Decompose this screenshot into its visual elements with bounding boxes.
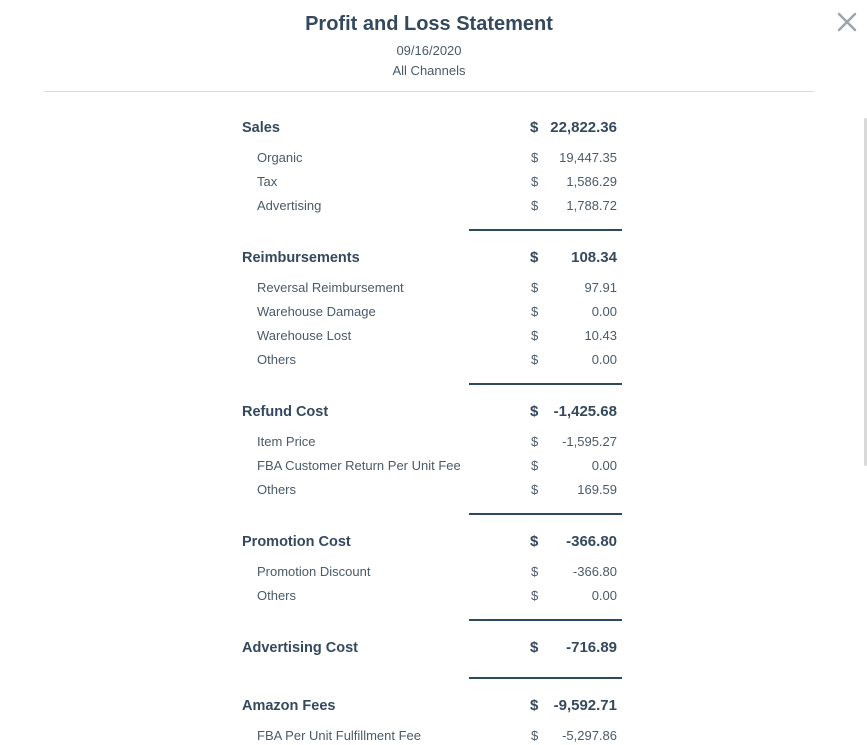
line-item-row	[242, 198, 622, 218]
currency-symbol: $	[531, 564, 539, 579]
section-total: -9,592.71	[553, 697, 617, 714]
currency-symbol: $	[531, 434, 539, 449]
line-item-row	[242, 482, 622, 502]
currency-symbol: $	[530, 403, 539, 420]
section-divider	[469, 383, 622, 385]
line-item-value: -1,595.27	[562, 434, 617, 449]
section-label: Promotion Cost	[242, 534, 351, 550]
line-item-label: Promotion Discount	[257, 564, 371, 579]
currency-symbol: $	[530, 249, 539, 266]
line-item-value: 0.00	[591, 458, 617, 473]
close-button[interactable]	[835, 10, 859, 34]
line-item-row	[242, 304, 622, 324]
line-item-row	[242, 352, 622, 372]
line-item-value: 1,586.29	[566, 174, 617, 189]
line-item-label: Organic	[257, 150, 303, 165]
section-divider	[469, 619, 622, 621]
line-item-label: Reversal Reimbursement	[257, 280, 404, 295]
page-title: Profit and Loss Statement	[305, 13, 553, 35]
currency-symbol: $	[531, 482, 539, 497]
section-total-row	[242, 698, 622, 718]
section-total-row	[242, 534, 622, 554]
section-divider	[469, 677, 622, 679]
currency-symbol: $	[531, 150, 539, 165]
line-item-value: 1,788.72	[566, 198, 617, 213]
section-divider	[469, 513, 622, 515]
currency-symbol: $	[531, 174, 539, 189]
section-total: 22,822.36	[550, 119, 617, 136]
section-total-row	[242, 120, 622, 140]
currency-symbol: $	[531, 588, 539, 603]
line-item-label: FBA Per Unit Fulfillment Fee	[257, 728, 421, 743]
line-item-value: -366.80	[572, 564, 617, 579]
section-total: -1,425.68	[553, 403, 617, 420]
section-total: -716.89	[566, 639, 617, 656]
line-item-label: Tax	[257, 174, 278, 189]
line-item-row	[242, 458, 622, 478]
line-item-value: 0.00	[591, 588, 617, 603]
section-total-row	[242, 250, 622, 270]
line-item-label: Others	[257, 482, 297, 497]
line-item-value: 10.43	[584, 328, 617, 343]
currency-symbol: $	[530, 533, 539, 550]
section-label: Amazon Fees	[242, 698, 336, 714]
line-item-value: 169.59	[577, 482, 617, 497]
section-label: Refund Cost	[242, 404, 329, 420]
close-icon	[835, 10, 859, 34]
line-item-row	[242, 728, 622, 745]
line-item-value: 0.00	[591, 304, 617, 319]
line-item-label: Warehouse Lost	[257, 328, 352, 343]
section-total-row	[242, 640, 622, 660]
currency-symbol: $	[531, 328, 539, 343]
currency-symbol: $	[531, 352, 539, 367]
line-item-value: 0.00	[591, 352, 617, 367]
line-item-label: FBA Customer Return Per Unit Fee	[257, 458, 461, 473]
statement-date: 09/16/2020	[396, 43, 462, 58]
line-item-row	[242, 328, 622, 348]
line-item-row	[242, 150, 622, 170]
currency-symbol: $	[530, 119, 539, 136]
line-item-value: -5,297.86	[562, 728, 617, 743]
statement-channel: All Channels	[392, 63, 466, 78]
currency-symbol: $	[531, 304, 539, 319]
line-item-row	[242, 280, 622, 300]
line-item-value: 97.91	[584, 280, 617, 295]
line-item-label: Warehouse Damage	[257, 304, 376, 319]
section-total: -366.80	[566, 533, 617, 550]
line-item-label: Others	[257, 352, 297, 367]
line-item-row	[242, 174, 622, 194]
line-item-value: 19,447.35	[559, 150, 617, 165]
line-item-label: Item Price	[257, 434, 316, 449]
section-total: 108.34	[571, 249, 617, 266]
currency-symbol: $	[531, 280, 539, 295]
currency-symbol: $	[531, 458, 539, 473]
statement-header	[44, 0, 814, 92]
currency-symbol: $	[530, 697, 539, 714]
line-item-label: Advertising	[257, 198, 322, 213]
line-item-row	[242, 564, 622, 584]
currency-symbol: $	[530, 639, 539, 656]
line-item-row	[242, 588, 622, 608]
line-item-label: Others	[257, 588, 297, 603]
section-total-row	[242, 404, 622, 424]
line-item-row	[242, 434, 622, 454]
currency-symbol: $	[531, 198, 539, 213]
currency-symbol: $	[531, 728, 539, 743]
section-label: Reimbursements	[242, 250, 360, 266]
section-divider	[469, 229, 622, 231]
section-label: Sales	[242, 120, 280, 136]
section-label: Advertising Cost	[242, 640, 359, 656]
